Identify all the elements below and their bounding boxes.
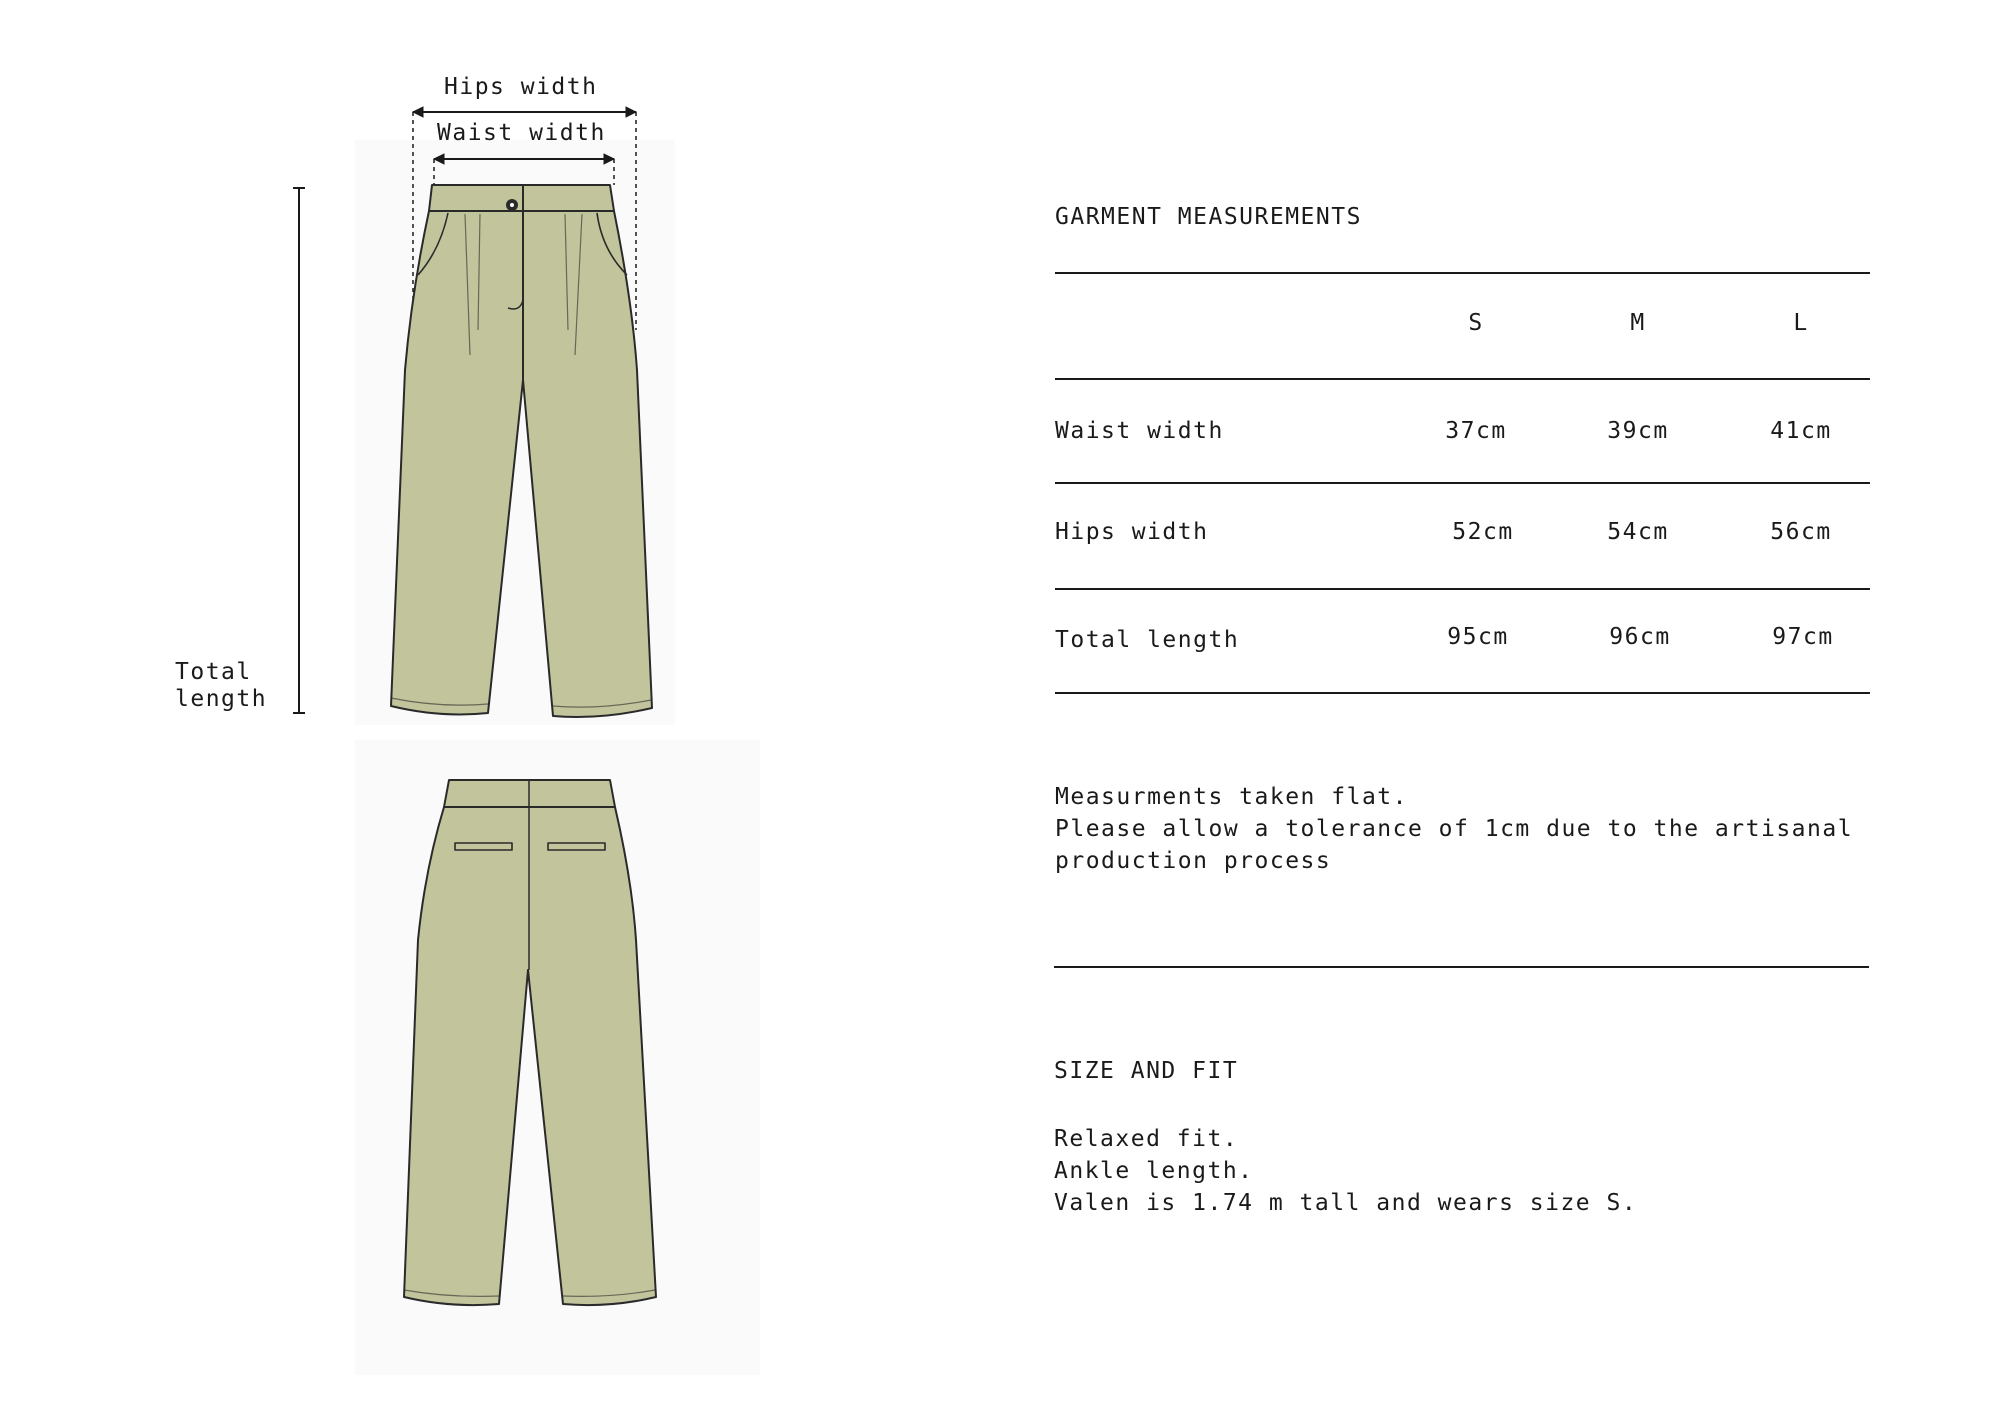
hips-l-value: 56cm [1770, 519, 1832, 545]
waist-l-value: 41cm [1770, 418, 1832, 444]
length-s-value: 95cm [1447, 624, 1509, 650]
table-divider [1055, 482, 1870, 484]
waist-m-value: 39cm [1607, 418, 1669, 444]
hips-width-label: Hips width [444, 74, 598, 100]
notes-line-1: Measurments taken flat. [1055, 784, 1408, 810]
size-fit-title: SIZE AND FIT [1054, 1058, 1239, 1084]
waist-width-label: Waist width [437, 120, 606, 146]
hips-m-value: 54cm [1607, 519, 1669, 545]
waist-s-value: 37cm [1445, 418, 1507, 444]
size-fit-line-2: Ankle length. [1054, 1158, 1254, 1184]
length-m-value: 96cm [1609, 624, 1671, 650]
size-fit-line-1: Relaxed fit. [1054, 1126, 1239, 1152]
size-header-m: M [1630, 310, 1646, 336]
table-top-divider [1055, 272, 1870, 274]
hips-s-value: 52cm [1452, 519, 1514, 545]
notes-line-2: Please allow a tolerance of 1cm due to the artisanal [1055, 816, 1854, 842]
length-l-value: 97cm [1772, 624, 1834, 650]
size-fit-description [1054, 1123, 1637, 1219]
total-length-label-line1: Total [175, 659, 252, 685]
table-divider [1055, 588, 1870, 590]
row-label-waist: Waist width [1055, 418, 1224, 444]
size-header-l: L [1793, 310, 1809, 336]
total-length-dimension [293, 188, 305, 713]
measurement-notes [1055, 781, 1853, 877]
notes-line-3: production process [1055, 848, 1332, 874]
size-header-s: S [1468, 310, 1484, 336]
row-label-length: Total length [1055, 627, 1240, 653]
measurements-title: GARMENT MEASUREMENTS [1055, 204, 1362, 230]
size-fit-line-3: Valen is 1.74 m tall and wears size S. [1054, 1190, 1638, 1216]
row-label-hips: Hips width [1055, 519, 1209, 545]
section-divider [1054, 966, 1869, 968]
table-bottom-divider [1055, 692, 1870, 694]
table-divider [1055, 378, 1870, 380]
total-length-label-line2: length [175, 686, 268, 712]
